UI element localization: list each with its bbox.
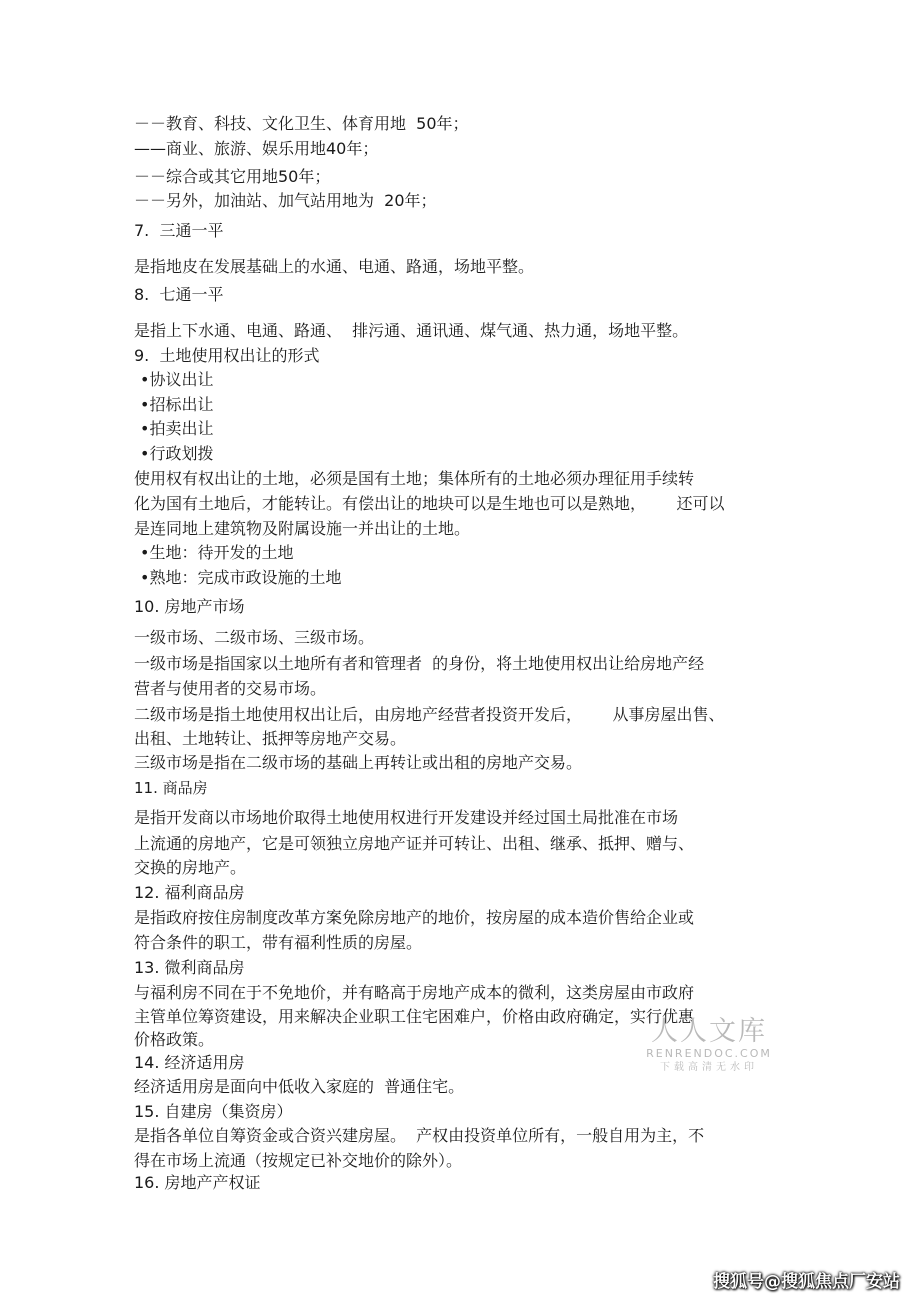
section-heading: 10. 房地产市场 bbox=[134, 597, 245, 616]
section-heading: 15. 自建房（集资房） bbox=[134, 1102, 293, 1121]
bullet-item: •协议出让 bbox=[140, 370, 214, 389]
section-heading: 13. 微利商品房 bbox=[134, 958, 245, 977]
text-line: 交换的房地产。 bbox=[134, 858, 247, 877]
text-line: 上流通的房地产，它是可领独立房地产证并可转让、出租、继承、抵押、赠与、 bbox=[134, 834, 695, 853]
source-watermark: 搜狐号@搜狐焦点厂安站 bbox=[713, 1272, 900, 1292]
text-line: 得在市场上流通（按规定已补交地价的除外）。 bbox=[134, 1151, 463, 1170]
text-line: 价格政策。 bbox=[134, 1030, 215, 1049]
text-line: 二级市场是指土地使用权出让后，由房地产经营者投资开发后， 从事房屋出售、 bbox=[134, 705, 725, 724]
text-line: 经济适用房是面向中低收入家庭的 普通住宅。 bbox=[134, 1077, 465, 1096]
section-heading: 9. 土地使用权出让的形式 bbox=[134, 346, 320, 365]
text-line: 是指政府按住房制度改革方案免除房地产的地价，按房屋的成本造价售给企业或 bbox=[134, 908, 695, 927]
section-heading: 12. 福利商品房 bbox=[134, 883, 245, 902]
watermark-logo-text: 人人文库 bbox=[651, 1016, 767, 1047]
text-line: 使用权有权出让的土地，必须是国有土地；集体所有的土地必须办理征用手续转 bbox=[134, 469, 695, 488]
section-heading: 14. 经济适用房 bbox=[134, 1053, 245, 1072]
section-heading: 7. 三通一平 bbox=[134, 221, 224, 240]
text-line: 主管单位筹资建设，用来解决企业职工住宅困难户，价格由政府确定，实行优惠 bbox=[134, 1007, 695, 1026]
section-heading: 8. 七通一平 bbox=[134, 285, 224, 304]
text-line: 营者与使用者的交易市场。 bbox=[134, 679, 327, 698]
text-line: 三级市场是指在二级市场的基础上再转让或出租的房地产交易。 bbox=[134, 753, 583, 772]
bullet-item: •拍卖出让 bbox=[140, 419, 214, 438]
text-line: －－综合或其它用地50年； bbox=[134, 167, 331, 186]
text-line: 化为国有土地后，才能转让。有偿出让的地块可以是生地也可以是熟地， 还可以 bbox=[134, 494, 725, 513]
text-line: 出租、土地转让、抵押等房地产交易。 bbox=[134, 729, 407, 748]
text-line: 符合条件的职工，带有福利性质的房屋。 bbox=[134, 933, 423, 952]
text-line: 一级市场、二级市场、三级市场。 bbox=[134, 628, 375, 647]
text-line: －－教育、科技、文化卫生、体育用地 50年； bbox=[134, 114, 469, 133]
text-line: －－另外，加油站、加气站用地为 20年； bbox=[134, 191, 437, 210]
text-line: 是指各单位自筹资金或合资兴建房屋。 产权由投资单位所有，一般自用为主，不 bbox=[134, 1126, 705, 1145]
text-line: 是指开发商以市场地价取得土地使用权进行开发建设并经过国土局批准在市场 bbox=[134, 808, 679, 827]
bullet-item: •行政划拨 bbox=[140, 444, 214, 463]
text-line: 是指地皮在发展基础上的水通、电通、路通，场地平整。 bbox=[134, 257, 535, 276]
bullet-item: •生地：待开发的土地 bbox=[140, 543, 294, 562]
text-line: 一级市场是指国家以土地所有者和管理者 的身份，将土地使用权出让给房地产经 bbox=[134, 654, 705, 673]
bullet-item: •招标出让 bbox=[140, 395, 214, 414]
bullet-item: •熟地：完成市政设施的土地 bbox=[140, 568, 342, 587]
text-line: ——商业、旅游、娱乐用地40年； bbox=[134, 139, 379, 158]
text-line: 与福利房不同在于不免地价，并有略高于房地产成本的微利，这类房屋由市政府 bbox=[134, 983, 695, 1002]
watermark-subtitle: 下载高清无水印 bbox=[660, 1062, 758, 1073]
watermark-domain: RENRENDOC.COM bbox=[646, 1047, 772, 1060]
section-heading: 11. 商品房 bbox=[134, 779, 208, 797]
text-line: 是连同地上建筑物及附属设施一并出让的土地。 bbox=[134, 519, 471, 538]
text-line: 是指上下水通、电通、路通、 排污通、通讯通、煤气通、热力通，场地平整。 bbox=[134, 321, 689, 340]
section-heading: 16. 房地产产权证 bbox=[134, 1173, 261, 1192]
